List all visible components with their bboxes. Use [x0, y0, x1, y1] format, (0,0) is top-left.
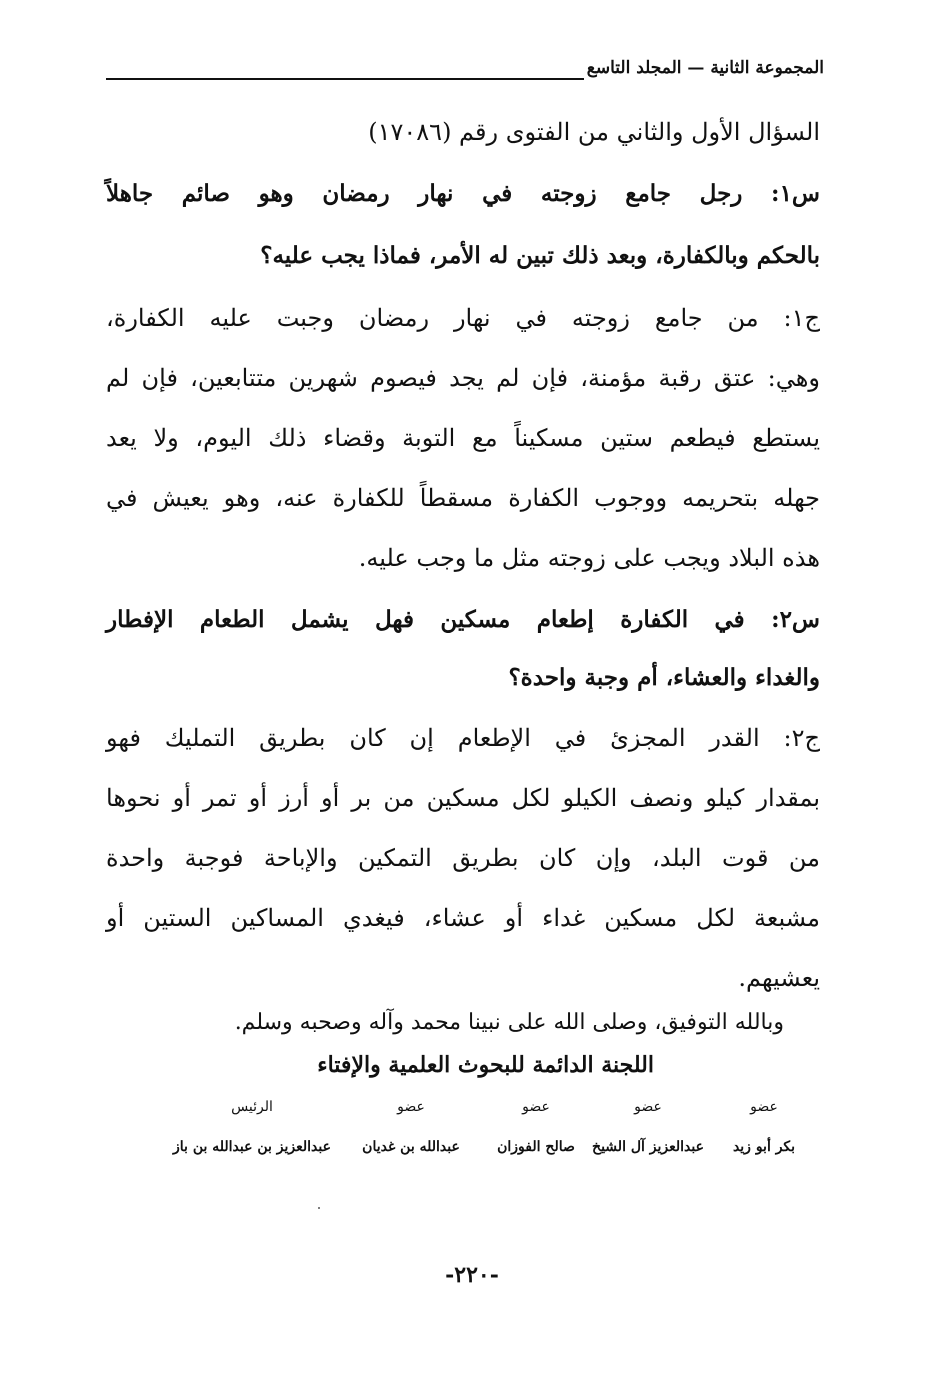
fatwa-reference: السؤال الأول والثاني من الفتوى رقم (١٧٠٨٦)	[368, 118, 820, 146]
page-number: -٢٢٠-	[445, 1262, 499, 1288]
signatory-role: عضو	[634, 1099, 662, 1115]
committee-name: اللجنة الدائمة للبحوث العلمية والإفتاء	[317, 1052, 654, 1078]
signatory-role: عضو	[750, 1099, 778, 1115]
answer-1-line-4: جهله بتحريمه ووجوب الكفارة مسقطاً للكفارة عنه، وهو يعيش في	[106, 484, 820, 512]
signatory-name: عبدالعزيز آل الشيخ	[592, 1139, 704, 1155]
answer-1-line-3: يستطع فيطعم ستين مسكيناً مع التوبة وقضاء ذلك اليوم، ولا يعد	[106, 424, 820, 452]
signatory-column	[346, 1098, 476, 1156]
answer-2-line-3: من قوت البلد، وإن كان بطريق التمكين والإباحة فوجبة واحدة	[106, 844, 820, 872]
answer-1-line-2: وهي: عتق رقبة مؤمنة، فإن لم يجد فيصوم شهرين متتابعين، فإن لم	[106, 364, 820, 392]
signatory-role: عضو	[522, 1099, 550, 1115]
header-rule	[106, 78, 584, 80]
signatory-column	[476, 1098, 596, 1156]
question-2-line-2: والغداء والعشاء، أم وجبة واحدة؟	[508, 664, 820, 691]
answer-1-line-5: هذه البلاد ويجب على زوجته مثل ما وجب عليه.	[358, 544, 820, 572]
question-2-line-1: س٢: في الكفارة إطعام مسكين فهل يشمل الطعام الإفطار	[106, 606, 820, 633]
question-1-line-2: بالحكم وبالكفارة، وبعد ذلك تبين له الأمر، فماذا يجب عليه؟	[260, 242, 820, 269]
answer-2-line-1: ج٢: القدر المجزئ في الإطعام إن كان بطريق التمليك فهو	[106, 724, 820, 752]
answer-2-line-4: مشبعة لكل مسكين غداء أو عشاء، فيغدي المساكين الستين أو	[106, 904, 820, 932]
answer-2-line-2: بمقدار كيلو ونصف الكيلو لكل مسكين من بر أو أرز أو تمر أو نحوها	[106, 784, 820, 812]
signatory-column	[704, 1098, 824, 1156]
closing-prayer: وبالله التوفيق، وصلى الله على نبينا محمد وآله وصحبه وسلم.	[234, 1010, 784, 1035]
signatory-column	[578, 1098, 718, 1156]
signatory-role: الرئيس	[231, 1099, 273, 1115]
ink-speck	[318, 1207, 320, 1209]
running-header-title: المجموعة الثانية — المجلد التاسع	[586, 58, 824, 78]
signatory-name: صالح الفوزان	[497, 1139, 575, 1155]
answer-1-line-1: ج١: من جامع زوجته في نهار رمضان وجبت عليه الكفارة،	[106, 304, 821, 332]
signatory-role: عضو	[397, 1099, 425, 1115]
signatory-name: عبدالله بن غديان	[362, 1139, 460, 1155]
signatory-column	[152, 1098, 352, 1156]
question-1-line-1: س١: رجل جامع زوجته في نهار رمضان وهو صائم جاهلاً	[106, 180, 820, 207]
answer-2-line-5: يعشيهم.	[738, 964, 820, 992]
signatory-name: عبدالعزيز بن عبدالله بن باز	[173, 1139, 331, 1155]
signatory-name: بكر أبو زيد	[732, 1139, 796, 1155]
